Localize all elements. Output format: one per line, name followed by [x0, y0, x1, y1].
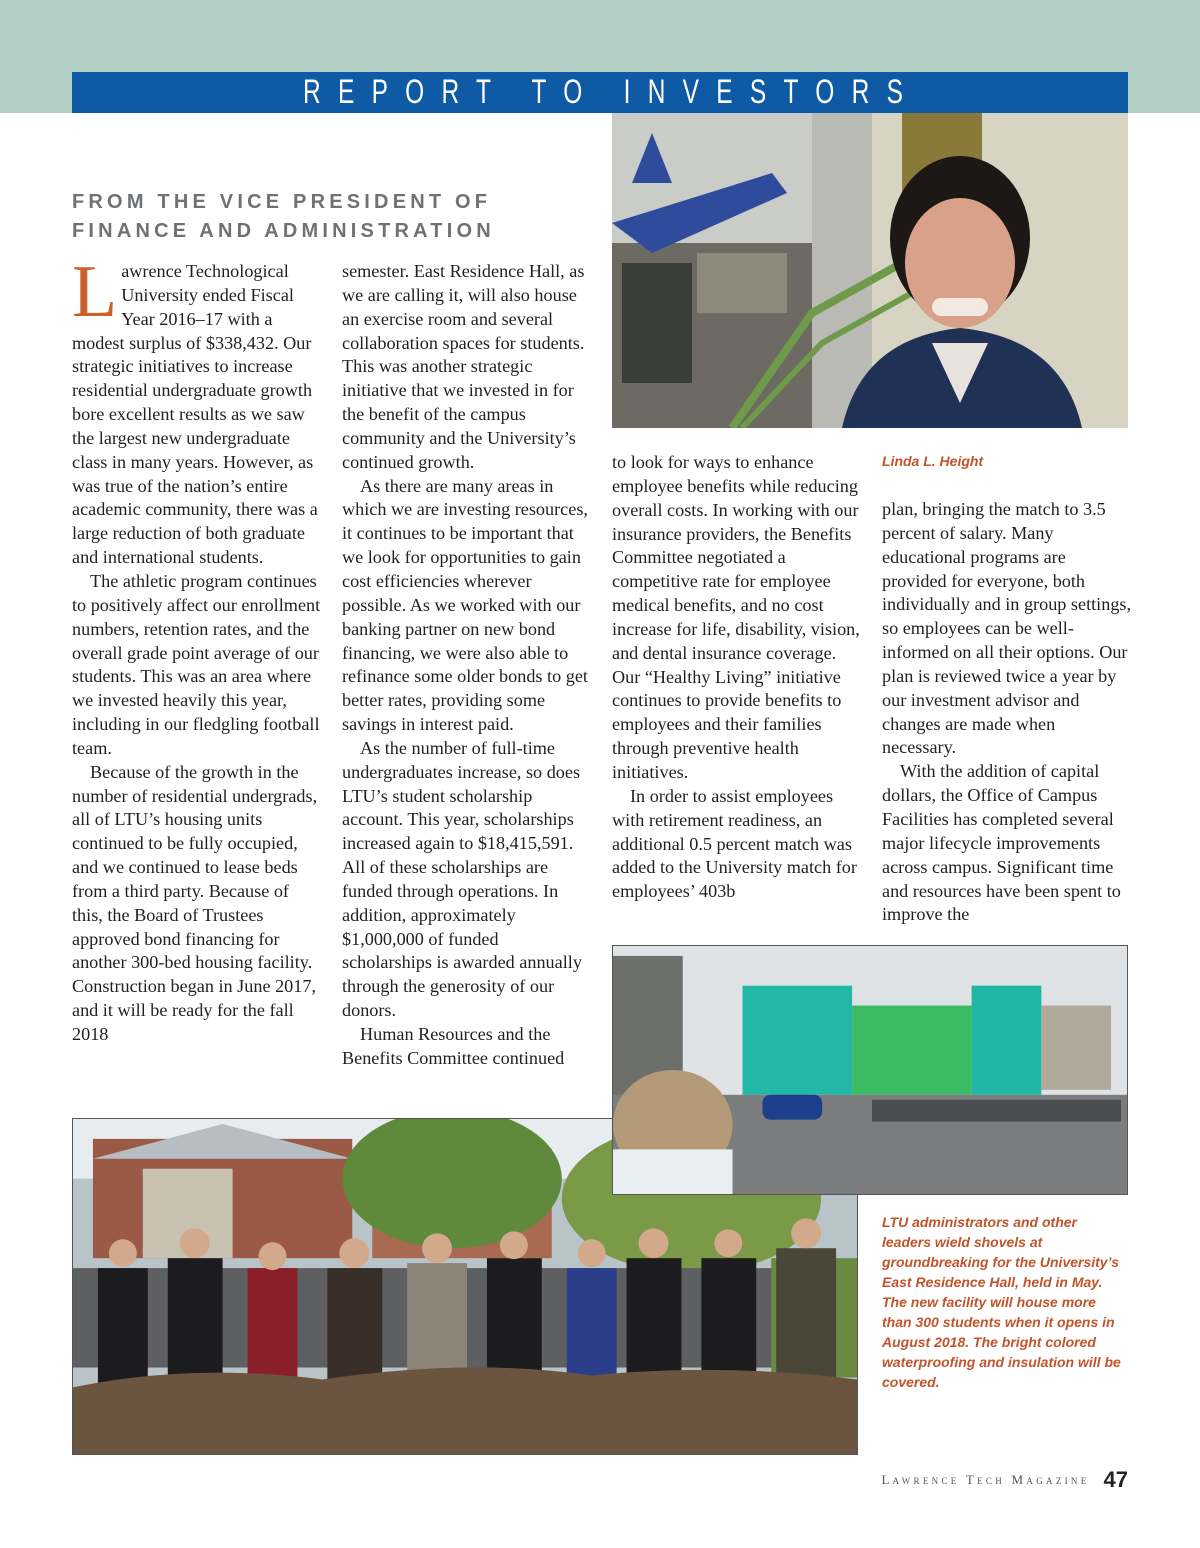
residence-hall-photo — [612, 945, 1128, 1195]
page-footer — [881, 1467, 1128, 1493]
paragraph: to look for ways to enhance employee benefits while reducing overall costs. In working with our insurance providers, the Benefits Committee negotiated a competitive rate for employee medical benefits, and no cost increase for life, disability, vision, and dental insurance coverage. Our “Healthy Living” initiative continues to provide benefits to employees and their families through preventive health initiatives. — [612, 452, 860, 782]
portrait-caption: Linda L. Height — [882, 453, 984, 469]
text-column-2 — [342, 260, 592, 1071]
groundbreaking-caption: LTU administrators and other leaders wield shovels at groundbreaking for the University’s East Residence Hall, held in May. The new facility will house more than 300 students when it opens in August 2018. The bright colored waterproofing and insulation will be covered. — [882, 1214, 1121, 1390]
paragraph — [72, 251, 322, 570]
paragraph: In order to assist employees with retirement readiness, an additional 0.5 percent match was added to the University match for employees’ 403b — [612, 785, 857, 902]
paragraph: semester. East Residence Hall, as we are calling it, will also house an exercise room and several collaboration spaces for students. This was another strategic initiative that we invested in for the benefit of the campus community and the University’s continued growth. — [342, 261, 585, 472]
paragraph: Human Resources and the Benefits Committee continued — [342, 1024, 565, 1068]
drop-cap: L — [72, 251, 118, 333]
section-title: FROM THE VICE PRESIDENT OF FINANCE AND ADMINISTRATION — [72, 191, 495, 242]
paragraph: With the addition of capital dollars, the Office of Campus Facilities has completed several major lifecycle improvements across campus. Significant time and resources have been spent to improve the — [882, 761, 1121, 925]
text-column-3 — [612, 451, 862, 904]
text-column-4 — [882, 498, 1132, 927]
text-column-1 — [72, 251, 322, 1047]
paragraph: Because of the growth in the number of residential undergrads, all of LTU’s housing units continued to be fully occupied, and we continued to lease beds from a third party. Because of this, the Board of Trustees approved bond financing for another 300-bed housing facility. Construction began in June 2017, and it will be ready for the fall 2018 — [72, 761, 318, 1044]
paragraph: plan, bringing the match to 3.5 percent of salary. Many educational programs are provided for everyone, both individually and in group settings, so employees can be well-informed on all their options. Our plan is reviewed twice a year by our investment advisor and changes are made when necessary. — [882, 499, 1132, 758]
portrait-photo — [612, 113, 1128, 428]
banner-text: REPORT TO INVESTORS — [303, 73, 921, 111]
paragraph-text: awrence Technological University ended Fiscal Year 2016–17 with a modest surplus of $338,432. Our strategic initiatives to increase residential undergraduate growth bore excellent results as we saw the largest new undergraduate class in many years. However, as was true of the nation’s entire academic community, there was a large reduction of both graduate and international students. — [72, 261, 318, 568]
page-number: 47 — [1103, 1467, 1128, 1492]
section-banner — [72, 72, 1128, 113]
magazine-name: Lawrence Tech Magazine — [881, 1472, 1090, 1487]
paragraph: As there are many areas in which we are investing resources, it continues to be important that we look for opportunities to gain cost efficiencies wherever possible. As we worked with our banking partner on new bond financing, we were also able to refinance some older bonds to get better rates, providing some savings in interest paid. — [342, 475, 588, 735]
paragraph: As the number of full-time undergraduates increase, so does LTU’s student scholarship account. This year, scholarships increased again to $18,415,591. All of these scholarships are funded through operations. In addition, approximately $1,000,000 of funded scholarships is awarded annually through the generosity of our donors. — [342, 737, 582, 1021]
paragraph: The athletic program continues to positively affect our enrollment numbers, retention rates, and the overall grade point average of our students. This was an area where we invested heavily this year, including in our fledgling football team. — [72, 570, 321, 758]
